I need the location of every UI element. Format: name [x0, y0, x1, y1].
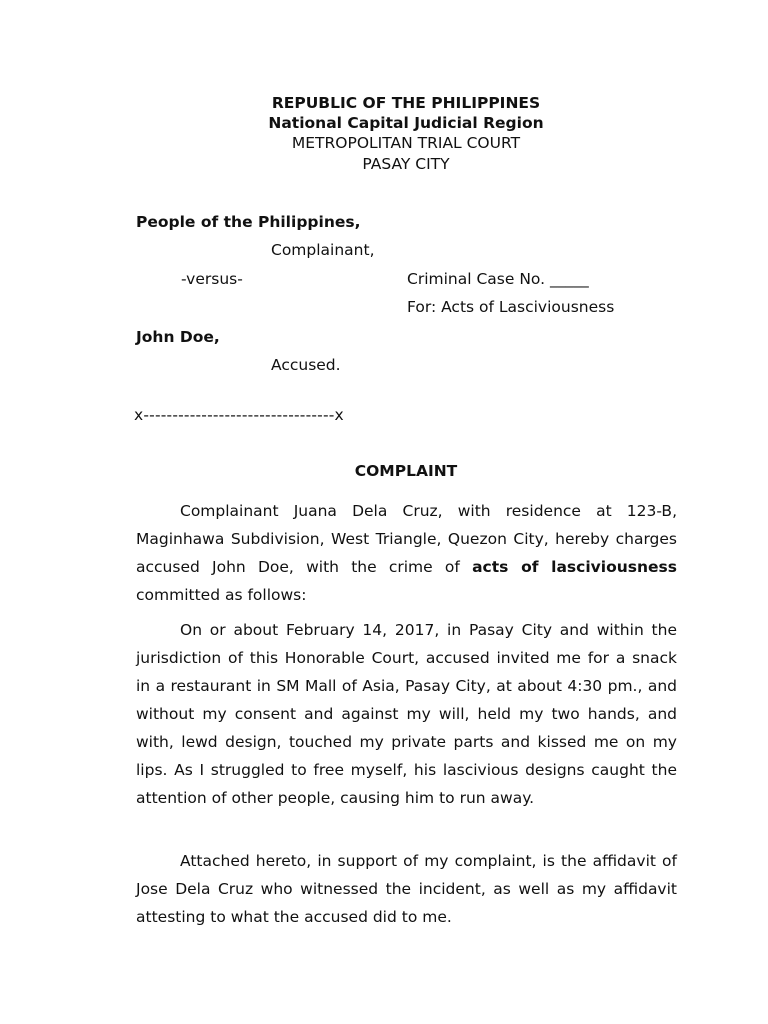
paragraph-1-text: Complainant Juana Dela Cruz, with residence at 123-B, Maginhawa Subdivision, West Triangle, Quezon City, hereby charges accused John Doe, with the crime of [136, 502, 677, 576]
paragraph-complainant [136, 497, 677, 609]
versus-label: -versus- [181, 270, 243, 288]
plaintiff-name: People of the Philippines, [136, 213, 361, 231]
paragraph-attachments [136, 847, 677, 931]
paragraph-2-text: On or about February 14, 2017, in Pasay City and within the jurisdiction of this Honorable Court, accused invited me for a snack in a restaurant in SM Mall of Asia, Pasay City, at about 4:30 pm., and without my consent and against my will, held my two hands, and with, lewd design, touched my private parts and kissed me on my lips. As I struggled to free myself, his lascivious designs caught the attention of other people, causing him to run away. [136, 621, 677, 807]
paragraph-3-text: Attached hereto, in support of my complaint, is the affidavit of Jose Dela Cruz who witnessed the incident, as well as my affidavit attesting to what the accused did to me. [136, 852, 677, 926]
document-title: COMPLAINT [354, 462, 458, 480]
header-region: National Capital Judicial Region [268, 114, 544, 132]
header-republic: REPUBLIC OF THE PHILIPPINES [271, 94, 541, 112]
accused-name: John Doe, [136, 328, 220, 346]
offense-label: For: Acts of Lasciviousness [407, 298, 615, 316]
paragraph-incident [136, 616, 677, 812]
caption-divider: x---------------------------------x [134, 406, 344, 424]
header-city: PASAY CITY [362, 155, 450, 173]
plaintiff-role: Complainant, [271, 241, 375, 259]
accused-role: Accused. [271, 356, 341, 374]
header-court: METROPOLITAN TRIAL COURT [291, 134, 521, 152]
case-number: Criminal Case No. _____ [407, 270, 589, 288]
paragraph-1-tail: committed as follows: [136, 586, 307, 604]
crime-name: acts of lasciviousness [472, 558, 677, 576]
